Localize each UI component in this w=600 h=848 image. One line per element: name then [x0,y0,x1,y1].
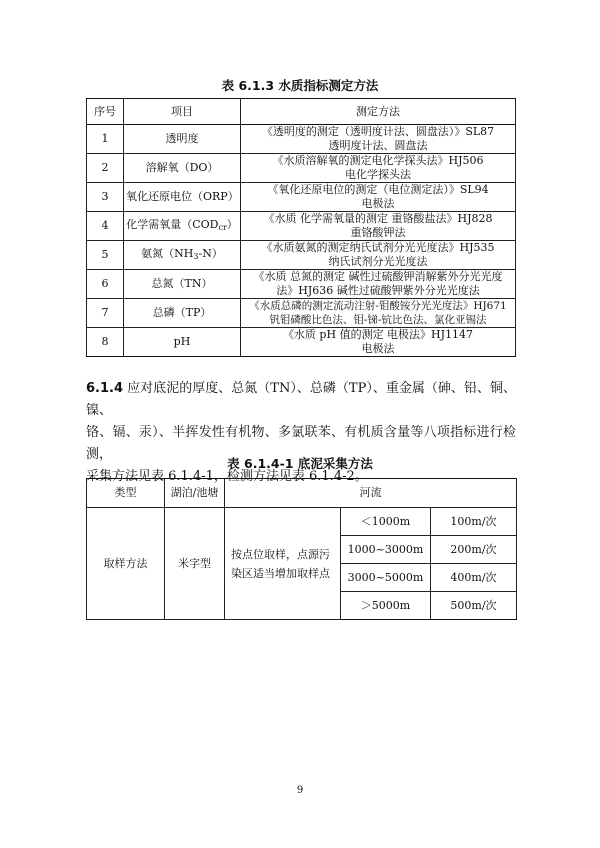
header-item: 项目 [124,99,241,125]
header-type: 类型 [87,479,165,508]
row-method [241,299,516,328]
row-no: 2 [87,154,124,183]
method-line2: 法》HJ636 碱性过硫酸钾紫外分光光度法 [276,284,480,297]
table-row [87,154,516,183]
table1-caption: 表 6.1.3 水质指标测定方法 [221,78,379,93]
sampling-interval: 400m/次 [431,564,517,592]
row-no: 7 [87,299,124,328]
lake-method: 米字型 [165,508,225,620]
river-method: 按点位取样，点源污染区适当增加取样点 [225,508,341,620]
row-item: 溶解氧（DO） [124,154,241,183]
sampling-interval: 500m/次 [431,592,517,620]
row-method [241,154,516,183]
page-number: 9 [296,785,304,796]
method-line2: 透明度计法、圆盘法 [328,139,428,152]
row-no: 4 [87,212,124,241]
table-row [87,125,516,154]
row-item: 总磷（TP） [124,299,241,328]
row-label: 取样方法 [87,508,165,620]
table-row [87,212,516,241]
row-method [241,241,516,270]
method-line1: 《水质溶解氧的测定电化学探头法》HJ506 [272,154,484,167]
header-no: 序号 [87,99,124,125]
row-no: 3 [87,183,124,212]
row-method [241,183,516,212]
method-line1: 《水质氨氮的测定纳氏试剂分光光度法》HJ535 [261,241,495,254]
river-width: ＜1000m [341,508,431,536]
row-no: 8 [87,328,124,357]
item-subscript: cr [218,222,227,232]
paragraph-line1-text: 应对底泥的厚度、总氮（TN）、总磷（TP）、重金属（砷、铅、铜、镍、 [86,381,516,418]
sampling-interval: 200m/次 [431,536,517,564]
item-text: 氨氮（NH [141,246,194,260]
table2-caption: 表 6.1.4-1 底泥采集方法 [227,456,373,471]
river-width: ＞5000m [341,592,431,620]
sediment-sampling-table [86,478,517,620]
table-row [87,241,516,270]
row-method [241,212,516,241]
paragraph-line1 [86,378,516,422]
item-text-end: -N） [198,246,223,260]
method-line2: 纳氏试剂分光光度法 [328,255,428,268]
method-line2: 电极法 [361,197,395,210]
row-method [241,125,516,154]
header-method: 测定方法 [241,99,516,125]
row-method [241,270,516,299]
item-text: 化学需氧量（COD [126,217,219,231]
table-row [87,508,517,536]
table-row [87,299,516,328]
water-quality-methods-table [86,98,516,357]
table-header-row [87,479,517,508]
method-line1: 《透明度的测定（透明度计法、圆盘法）》SL87 [261,125,495,138]
method-line1: 《水质总磷的测定流动注射-钼酸铵分光光度法》HJ671 [249,300,507,312]
method-line2: 钒钼磷酸比色法、钼-锑-钪比色法、氯化亚锡法 [269,314,487,326]
item-text-end: ） [226,217,238,231]
river-width: 3000~5000m [341,564,431,592]
table-row [87,270,516,299]
row-method [241,328,516,357]
paragraph-line2: 铬、镉、汞）、半挥发性有机物、多氯联苯、有机质含量等八项指标进行检测， [86,425,516,462]
item-subscript: 3 [193,251,199,261]
row-no: 5 [87,241,124,270]
row-item [124,241,241,270]
method-line1: 《水质 pH 值的测定 电极法》HJ1147 [282,328,474,341]
method-line2: 电极法 [361,342,395,355]
header-lake: 湖泊/池塘 [165,479,225,508]
method-line1: 《水质 化学需氧量的测定 重铬酸盐法》HJ828 [263,212,493,225]
method-line1: 《氧化还原电位的测定（电位测定法）》SL94 [267,183,489,196]
method-line2: 重铬酸钾法 [350,226,406,239]
table-row [87,183,516,212]
header-river: 河流 [225,479,517,508]
method-line1: 《水质 总氮的测定 碱性过硫酸钾消解紫外分光光度 [253,270,503,283]
row-no: 1 [87,125,124,154]
row-item: 总氮（TN） [124,270,241,299]
row-no: 6 [87,270,124,299]
row-item: 氧化还原电位（ORP） [124,183,241,212]
paragraph-line3: 采集方法见表 6.1.4-1，检测方法见表 6.1.4-2。 [86,469,368,484]
row-item: 透明度 [124,125,241,154]
row-item: pH [124,328,241,357]
sampling-interval: 100m/次 [431,508,517,536]
table-row [87,328,516,357]
row-item [124,212,241,241]
method-line2: 电化学探头法 [345,168,411,181]
table-header-row [87,99,516,125]
section-number: 6.1.4 [86,381,124,396]
river-width: 1000~3000m [341,536,431,564]
